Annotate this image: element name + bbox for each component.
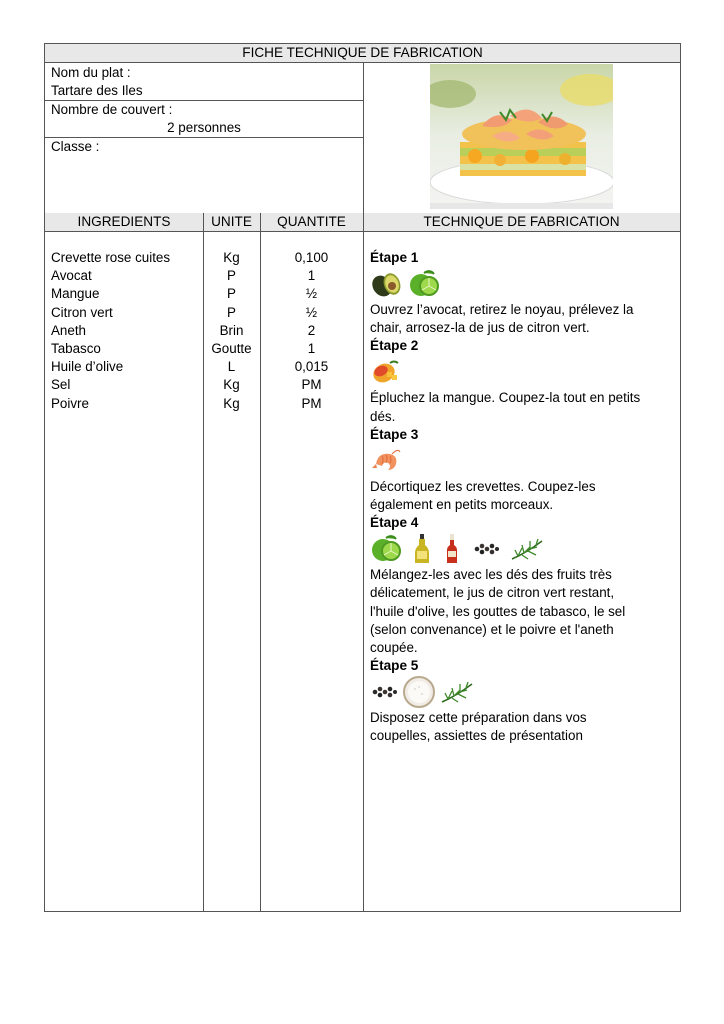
step-icons [370,267,676,301]
ingredient-name: Huile d’olive [51,359,124,375]
ingredient-qty: PM [301,377,322,393]
sheet-title: FICHE TECHNIQUE DE FABRICATION [242,45,483,60]
step-title: Étape 2 [370,338,419,354]
dish-label: Nom du plat : [51,65,131,80]
step-title: Étape 1 [370,250,419,265]
ingredient-name: Aneth [51,322,86,338]
sheet-title-header [45,44,680,62]
ingredient-name: Sel [51,377,71,393]
ingredient-unit: Goutte [211,340,252,356]
pepper-icon [472,537,500,561]
ingredient-name: Poivre [51,395,89,411]
dill-icon [510,535,544,563]
step-line: (selon convenance) et le poivre et l'aneth [370,621,614,637]
class-label: Classe : [51,139,100,154]
step-icons [370,532,676,566]
quantity-header [260,213,363,231]
step-line: Disposez cette préparation dans vos [370,710,587,726]
ingredient-unit: P [227,304,236,320]
step-line: délicatement, le jus de citron vert restant, [370,585,615,601]
olive-oil-icon [412,533,432,565]
ingredient-unit-column [203,249,260,413]
step-line: chair, arrosez-la de jus de citron vert. [370,320,590,336]
technique-column [370,249,676,746]
step-line: coupelles, assiettes de présentation [370,728,583,744]
lime-icon [370,534,402,564]
ingredient-name: Tabasco [51,340,101,356]
ingredient-name: Avocat [51,268,92,284]
step-title: Étape 4 [370,515,419,531]
ingredient-qty: ½ [305,286,318,302]
ingredient-qty: 0,100 [294,250,329,265]
step-icons [370,444,676,478]
ingredient-unit: P [227,286,236,302]
step-line: dés. [370,408,396,424]
step-line: Décortiquez les crevettes. Coupez-les [370,478,596,494]
dill-icon [440,678,474,706]
ingredient-qty: 1 [307,340,316,356]
step-line: Ouvrez l’avocat, retirez le noyau, prélevez la [370,302,634,317]
ingredient-qty: PM [301,395,322,411]
ingredient-name: Crevette rose cuites [51,250,171,265]
step-line: Mélangez-les avec les dés des fruits très [370,567,612,583]
ingredient-name: Mangue [51,286,100,302]
dish-name: Tartare des Iles [51,83,143,98]
ingredient-qty: 2 [307,322,316,338]
step-line: Épluchez la mangue. Coupez-la tout en petits [370,390,641,406]
step-line: également en petits morceaux. [370,497,554,513]
ingredient-unit: Kg [223,250,240,265]
step-icons [370,355,676,389]
unit-header [203,213,260,231]
ingredients-header [45,213,203,231]
ingredient-unit: Brin [219,322,244,338]
ingredient-unit: L [227,359,236,375]
pepper-icon [370,680,398,704]
ingredient-unit: Kg [223,377,240,393]
quantity-header-label: QUANTITE [277,214,346,229]
tabasco-icon [442,533,462,565]
dish-photo [430,64,613,209]
step-line: l'huile d'olive, les gouttes de tabasco, le sel [370,603,626,619]
technique-header [363,213,680,231]
shrimp-icon [370,446,402,476]
step-icons [370,675,676,709]
ingredient-name-column [51,249,201,413]
step-title: Étape 3 [370,426,419,442]
recipe-sheet [44,43,681,912]
ingredient-name: Citron vert [51,304,113,320]
step-title: Étape 5 [370,658,419,674]
avocado-icon [370,269,402,299]
ingredient-unit: P [227,268,236,284]
ingredient-qty: 1 [307,268,316,284]
mango-icon [370,357,402,387]
salt-icon [402,675,436,709]
covers-label: Nombre de couvert : [51,102,173,117]
step-line: coupée. [370,640,418,656]
ingredients-header-label: INGREDIENTS [77,214,171,229]
unit-header-label: UNITE [211,214,252,229]
covers-value: 2 personnes [167,120,241,135]
ingredient-unit: Kg [223,395,240,411]
ingredient-qty: ½ [305,304,318,320]
technique-header-label: TECHNIQUE DE FABRICATION [423,214,620,229]
lime-icon [408,269,440,299]
ingredient-qty: 0,015 [294,359,329,375]
ingredient-qty-column [260,249,363,413]
